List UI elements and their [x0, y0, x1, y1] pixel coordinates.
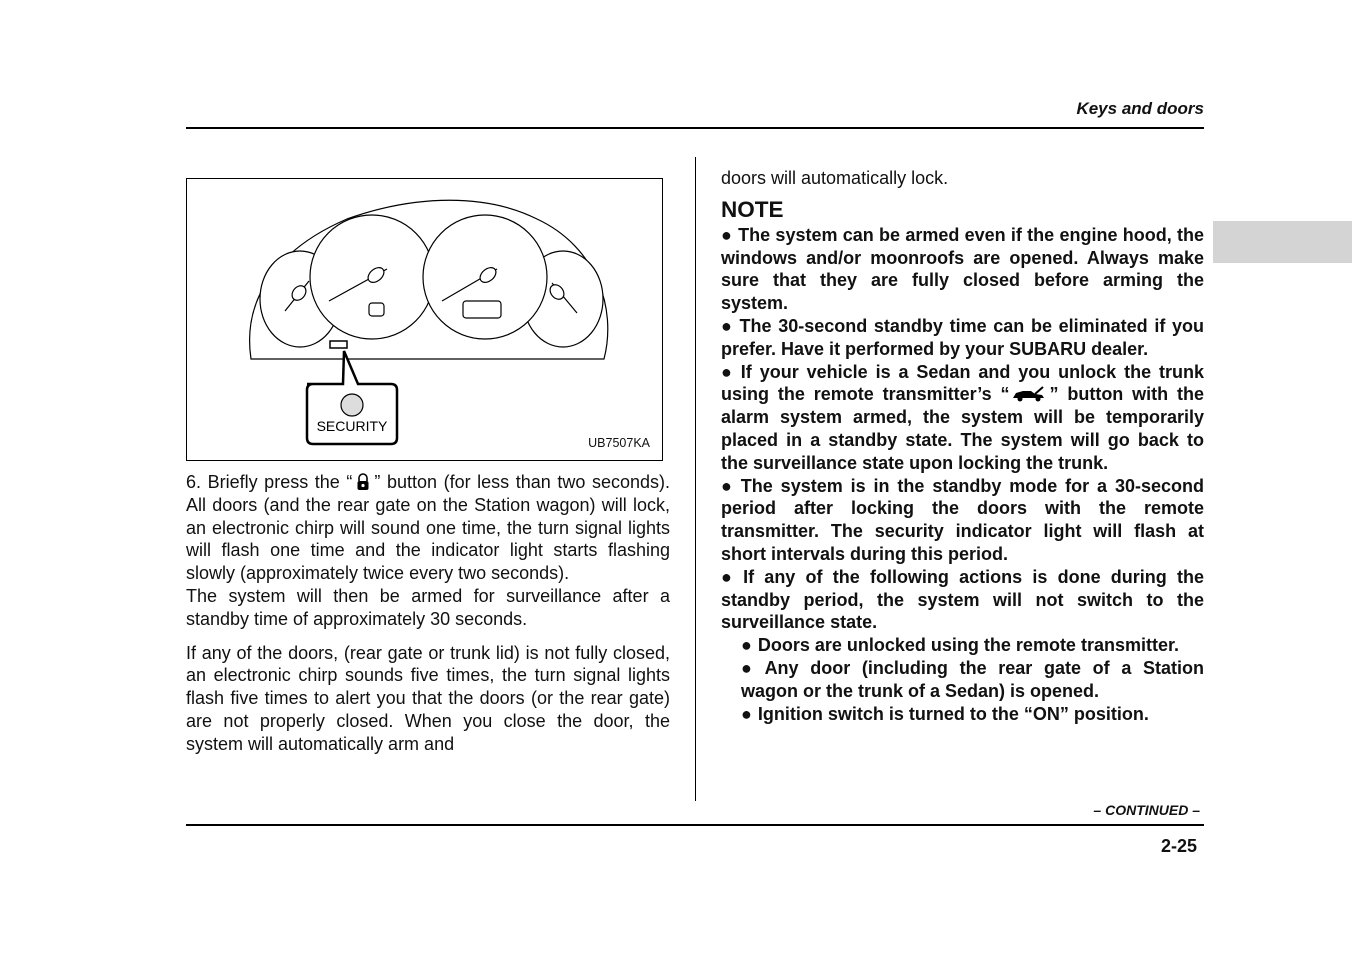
page-number: 2-25: [1160, 836, 1197, 856]
note-bullet-3-text-b: ” button with the alarm system armed, the system will be temporarily placed in a standby state. The system will go back to the surveillance state upon locking the trunk.: [721, 384, 1205, 473]
sub-bullet-1: [721, 634, 1204, 657]
section-title: Keys and doors: [1076, 99, 1204, 118]
continued-label: – CONTINUED –: [1093, 802, 1200, 818]
bullet-dot: ●: [721, 566, 738, 587]
left-column: [186, 471, 670, 756]
sub-bullet-2: [721, 657, 1204, 703]
note-bullet-2: [721, 315, 1204, 361]
bullet-dot: ●: [721, 315, 734, 336]
trunk-open-icon: [1009, 385, 1049, 403]
continuation-text: doors will automatically lock.: [721, 168, 949, 188]
sub-bullet-3: [721, 703, 1204, 726]
instrument-cluster-illustration: [187, 179, 664, 462]
bullet-dot: ●: [741, 635, 752, 656]
bullet-dot: ●: [721, 361, 735, 382]
step-6-text-a: 6. Briefly press the “: [186, 472, 353, 492]
sub-bullet-1-text: Doors are unlocked using the remote transmitter.: [757, 635, 1179, 656]
note-bullet-1: [721, 224, 1204, 315]
instrument-cluster-figure: [186, 178, 663, 461]
security-label: SECURITY: [316, 418, 388, 434]
footer-rule: [186, 824, 1204, 826]
right-column: [721, 167, 1204, 725]
chapter-tab: [1213, 221, 1352, 263]
bullet-dot: ●: [721, 475, 735, 496]
note-bullet-4: [721, 475, 1204, 566]
sub-bullet-3-text: Ignition switch is turned to the “ON” position.: [757, 703, 1149, 724]
note-bullet-5-text: If any of the following actions is done during the standby period, the system will not switch to the surveillance state.: [721, 566, 1205, 633]
header-rule: [186, 127, 1204, 129]
note-bullet-3-text-a: If your vehicle is a Sedan and you unlock the trunk using the remote transmitter’s “: [721, 361, 1205, 405]
bullet-dot: ●: [721, 224, 733, 245]
sub-bullet-2-text: Any door (including the rear gate of a Station wagon or the trunk of a Sedan) is opened.: [741, 657, 1205, 701]
note-title: NOTE: [721, 196, 784, 222]
column-divider: [695, 157, 696, 801]
bullet-dot: ●: [741, 657, 759, 678]
figure-code: UB7507KA: [588, 436, 650, 450]
note-bullet-5: [721, 566, 1204, 634]
note-bullet-2-text: The 30-second standby time can be eliminated if you prefer. Have it performed by your SUBARU dealer.: [721, 315, 1205, 359]
note-bullet-4-text: The system is in the standby mode for a 30-second period after locking the doors with the remote transmitter. The security indicator light will flash at short intervals during this period.: [721, 475, 1204, 564]
armed-paragraph: The system will then be armed for surveillance after a standby time of approximately 30 seconds.: [186, 585, 670, 629]
step-6: [186, 471, 670, 585]
not-closed-paragraph: If any of the doors, (rear gate or trunk lid) is not fully closed, an electronic chirp sounds five times, the turn signal lights flash five times to alert you that the doors (or the rear gate) are not properly closed. When you close the door, the system will automatically arm and: [186, 642, 670, 754]
step-6-text-b: ” button (for less than two seconds). All doors (and the rear gate on the Station wagon) will lock, an electronic chirp will sound one time, the turn signal lights will flash one time and the indicator light starts flashing slowly (approximately twice every two seconds).: [186, 472, 671, 584]
lock-icon: [352, 473, 374, 491]
bullet-dot: ●: [741, 703, 752, 724]
note-bullet-1-text: The system can be armed even if the engine hood, the windows and/or moonroofs are opened. Always make sure that they are fully closed before arming the system.: [721, 224, 1204, 314]
note-bullet-3: [721, 361, 1204, 475]
